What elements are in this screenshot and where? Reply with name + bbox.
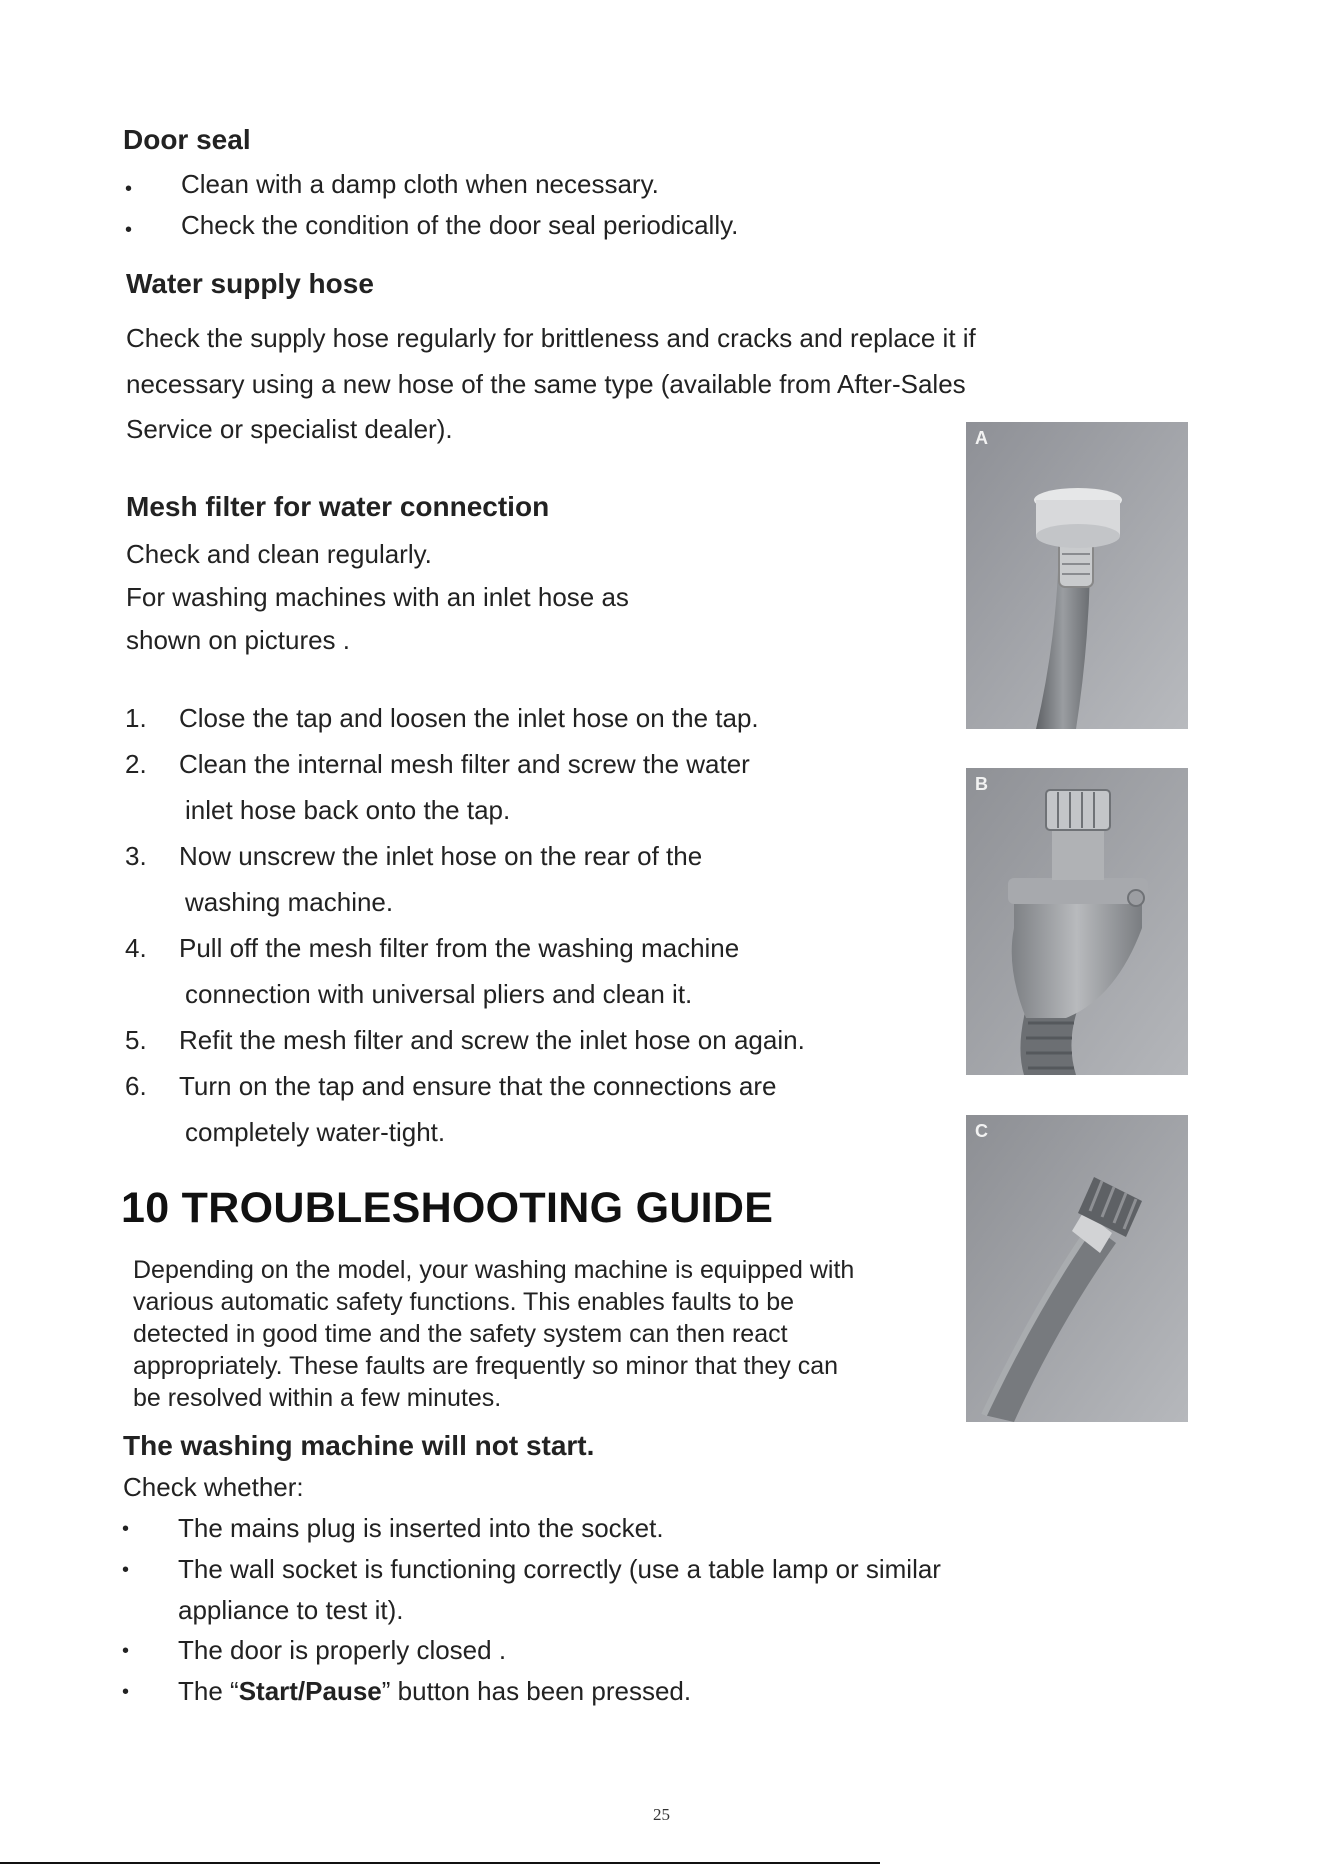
step-4-line-1: Pull off the mesh filter from the washing machine <box>179 933 740 963</box>
photo-c-label: C <box>975 1121 988 1141</box>
start-pause-label: Start/Pause <box>238 1676 382 1706</box>
bullet-dot: • <box>122 1681 130 1703</box>
step-number: 4. <box>125 933 147 963</box>
not-start-bullet-2-line-1: The wall socket is functioning correctly (use a table lamp or similar <box>178 1554 941 1584</box>
troubleshooting-heading: 10 TROUBLESHOOTING GUIDE <box>121 1184 774 1232</box>
mesh-filter-line-2: For washing machines with an inlet hose as <box>126 582 629 612</box>
door-seal-heading: Door seal <box>123 124 251 155</box>
bullet-dot: • <box>122 1518 130 1540</box>
not-start-bullet-4: The “Start/Pause” button has been pressed. <box>178 1676 692 1706</box>
bullet-dot: • <box>122 1559 130 1581</box>
step-number: 3. <box>125 841 147 871</box>
troubleshooting-intro-1: Depending on the model, your washing machine is equipped with <box>133 1256 855 1284</box>
troubleshooting-intro-4: appropriately. These faults are frequently so minor that they can <box>133 1352 839 1380</box>
bullet-dot: • <box>125 219 133 241</box>
hose-photo-b <box>966 768 1188 1075</box>
door-seal-bullet-2: Check the condition of the door seal periodically. <box>181 210 739 240</box>
step-1-line-1: Close the tap and loosen the inlet hose on the tap. <box>179 703 759 733</box>
bullet-dot: • <box>125 178 133 200</box>
water-hose-heading: Water supply hose <box>126 268 374 299</box>
step-2-line-2: inlet hose back onto the tap. <box>185 795 511 825</box>
bullet-dot: • <box>122 1640 130 1662</box>
not-start-bullet-1: The mains plug is inserted into the socket. <box>178 1513 664 1543</box>
photo-b-label: B <box>975 774 988 794</box>
not-start-bullet-3: The door is properly closed . <box>178 1635 507 1665</box>
step-5-line-1: Refit the mesh filter and screw the inlet hose on again. <box>179 1025 805 1055</box>
step-number: 2. <box>125 749 147 779</box>
troubleshooting-intro-2: various automatic safety functions. This enables faults to be <box>133 1288 795 1316</box>
water-hose-line-1: Check the supply hose regularly for brittleness and cracks and replace it if <box>126 323 976 353</box>
not-start-heading: The washing machine will not start. <box>123 1430 595 1461</box>
photo-b <box>966 768 1188 1075</box>
not-start-bullet-2-line-2: appliance to test it). <box>178 1595 404 1625</box>
check-whether: Check whether: <box>123 1472 304 1502</box>
step-2-line-1: Clean the internal mesh filter and screw the water <box>179 749 750 779</box>
hose-photo-a <box>966 422 1188 729</box>
mesh-filter-heading: Mesh filter for water connection <box>126 491 550 522</box>
footer-rule <box>0 1862 880 1864</box>
step-4-line-2: connection with universal pliers and clean it. <box>185 979 693 1009</box>
photo-c <box>966 1115 1188 1422</box>
step-number: 1. <box>125 703 147 733</box>
water-hose-line-3: Service or specialist dealer). <box>126 414 453 444</box>
step-3-line-1: Now unscrew the inlet hose on the rear of the <box>179 841 703 871</box>
troubleshooting-intro-5: be resolved within a few minutes. <box>133 1384 502 1412</box>
step-3-line-2: washing machine. <box>185 887 394 917</box>
step-number: 6. <box>125 1071 147 1101</box>
mesh-filter-line-1: Check and clean regularly. <box>126 539 432 569</box>
hose-photo-c <box>966 1115 1188 1422</box>
troubleshooting-intro-3: detected in good time and the safety system can then react <box>133 1320 788 1348</box>
photo-a-label: A <box>975 428 988 448</box>
water-hose-line-2: necessary using a new hose of the same type (available from After-Sales <box>126 369 966 399</box>
photo-a <box>966 422 1188 729</box>
page-number: 25 <box>653 1805 670 1824</box>
step-6-line-2: completely water-tight. <box>185 1117 446 1147</box>
mesh-filter-line-3: shown on pictures . <box>126 625 351 655</box>
door-seal-bullet-1: Clean with a damp cloth when necessary. <box>181 169 659 199</box>
step-6-line-1: Turn on the tap and ensure that the connections are <box>179 1071 777 1101</box>
step-number: 5. <box>125 1025 147 1055</box>
